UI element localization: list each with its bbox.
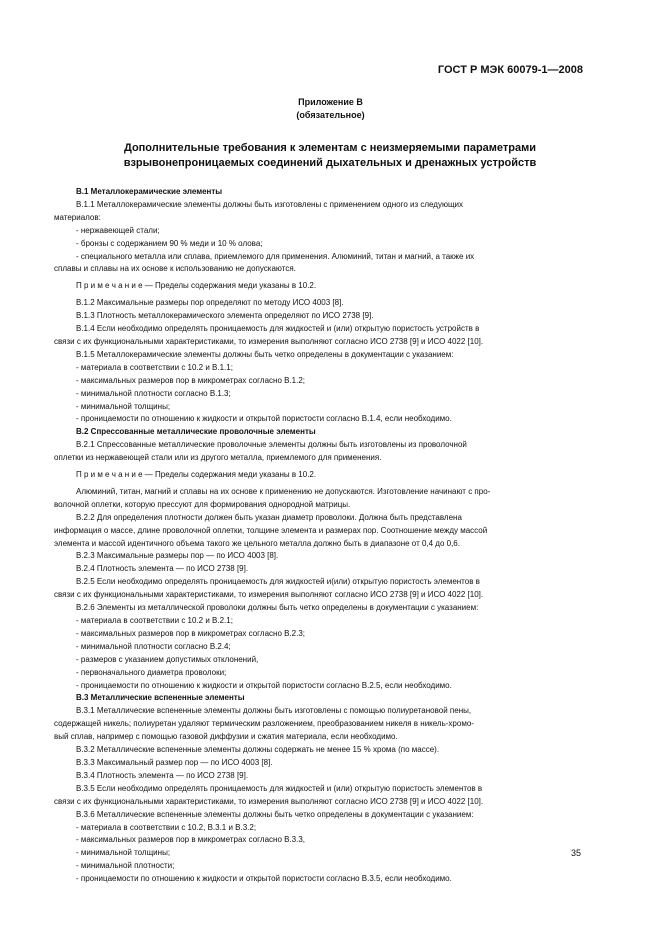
paragraph: связи с их функциональными характеристиками, то измерения выполняют согласно ИСО 2738 [9] и ИСО 4022 [10]. (54, 336, 484, 346)
paragraph: В.2.1 Спрессованные металлические проволочные элементы должны быть изготовлены из проволочной (76, 440, 467, 450)
list-item: - минимальной плотности согласно В.2.4; (76, 641, 231, 651)
paragraph: материалов: (54, 212, 101, 222)
title-line-1: Дополнительные требования к элементам с неизмеряемыми параметрами (123, 142, 537, 154)
paragraph: В.2.5 Если необходимо определять проницаемость для жидкостей и(или) открытую пористость элементов в (76, 577, 480, 587)
document-body (54, 186, 584, 886)
section-heading: В.3 Металлические вспененные элементы (76, 693, 245, 703)
paragraph: В.1.2 Максимальные размеры пор определяют по методу ИСО 4003 [8]. (76, 298, 344, 308)
list-item: - проницаемости по отношению к жидкости и открытой пористости согласно В.3.5, если необходимо. (76, 874, 452, 884)
paragraph: В.3.2 Металлические вспененные элементы должны содержать не менее 15 % хрома (по массе). (76, 745, 440, 755)
list-item: - материала в соответствии с 10.2 и В.2.1; (76, 616, 233, 625)
paragraph: оплетки из нержавеющей стали или из другого металла, приемлемого для применения. (54, 453, 382, 463)
paragraph: В.1.5 Металлокерамические элементы должны быть четко определены в документации с указанием: (76, 349, 454, 359)
paragraph: В.3.3 Максимальный размер пор — по ИСО 4003 [8]. (76, 757, 273, 767)
list-item: - бронзы с содержанием 90 % меди и 10 % олова; (76, 238, 263, 248)
paragraph: содержащей никель; полиуретан удаляют термическим разложением, преобразованием никеля в никель-хромо- (54, 719, 474, 729)
list-item: - проницаемости по отношению к жидкости и открытой пористости согласно В.2.5, если необходимо. (76, 680, 452, 690)
paragraph: В.1.3 Плотность металлокерамического элемента определяют по ИСО 2738 [9]. (76, 311, 374, 321)
title-line-2: взрывонепроницаемых соединений дыхательных и дренажных устройств (123, 157, 537, 169)
annex-status: (обязательное) (296, 110, 365, 120)
list-item: - минимальной толщины; (76, 401, 171, 411)
page-number: 35 (570, 848, 581, 858)
list-item: - максимальных размеров пор в микрометрах согласно В.2.3; (76, 628, 306, 638)
paragraph: В.3.6 Металлические вспененные элементы должны быть четко определены в документации с указанием: (76, 809, 474, 819)
note: П р и м е ч а н и е — Пределы содержания меди указаны в 10.2. (76, 470, 317, 480)
paragraph: элемента и массой идентичного объема такого же цельного металла должно быть в диапазоне от 0,4 до 0,6. (54, 538, 460, 548)
list-item: - максимальных размеров пор в микрометрах согласно В.3.3, (76, 835, 306, 845)
list-item: - максимальных размеров пор в микрометрах согласно В.1.2; (76, 375, 306, 385)
section-heading: В.1 Металлокерамические элементы (76, 187, 223, 196)
list-item: - нержавеющей стали; (76, 225, 160, 235)
paragraph: В.1.1 Металлокерамические элементы должны быть изготовлены с применением одного из следующих (76, 199, 464, 209)
section-heading: В.2 Спрессованные металлические проволочные элементы (76, 427, 316, 437)
list-item-continued: сплавы и сплавы на их основе к использованию не допускаются. (54, 264, 296, 274)
paragraph: В.3.5 Если необходимо определять проницаемость для жидкостей и (или) открытую пористость элементов в (76, 783, 483, 793)
paragraph: волочной оплетки, которую прессуют для формирования однородной матрицы. (54, 499, 351, 509)
paragraph: В.1.4 Если необходимо определять проницаемость для жидкостей и (или) открытую пористость устройств в (76, 324, 480, 334)
paragraph: В.2.6 Элементы из металлической проволоки должны быть четко определены в документации с указанием: (76, 603, 479, 613)
list-item: - размеров с указанием допустимых отклонений, (76, 654, 259, 664)
paragraph: вый сплав, например с помощью газовой диффузии и сжатия материала, если необходимо. (54, 732, 398, 742)
paragraph: В.2.3 Максимальные размеры пор — по ИСО 4003 [8]. (76, 551, 279, 561)
annex-label: Приложение В (298, 97, 363, 107)
paragraph: связи с их функциональными характеристиками, то измерения выполняют согласно ИСО 2738 [9] и ИСО 4022 [10]. (54, 796, 484, 806)
list-item: - материала в соответствии с 10.2, В.3.1 и В.3.2; (76, 822, 257, 832)
annex-heading (0, 96, 661, 122)
paragraph: Алюминий, титан, магний и сплавы на их основе к применению не допускаются. Изготовление начинают с про- (76, 486, 491, 496)
list-item: - минимальной плотности согласно В.1.3; (76, 388, 231, 398)
paragraph: В.3.4 Плотность элемента — по ИСО 2738 [9]. (76, 770, 249, 780)
paragraph: связи с их функциональными характеристиками, то измерения выполняют согласно ИСО 2738 [9] и ИСО 4022 [10]. (54, 590, 484, 600)
paragraph: В.3.1 Металлические вспененные элементы должны быть изготовлены с помощью полиуретановой пены, (76, 706, 472, 716)
paragraph: информация о массе, длине проволочной оплетки, толщине элемента и размерах пор. Соотношение между массой (54, 525, 488, 535)
paragraph: В.2.2 Для определения плотности должен быть указан диаметр проволоки. Должна быть представлена (76, 512, 462, 522)
list-item: - специального металла или сплава, приемлемого для применения. Алюминий, титан и магний, а также их (76, 251, 475, 261)
document-title (60, 141, 600, 171)
list-item: - проницаемости по отношению к жидкости и открытой пористости согласно В.1.4, если необходимо. (76, 414, 452, 424)
note: П р и м е ч а н и е — Пределы содержания меди указаны в 10.2. (76, 281, 317, 291)
paragraph: В.2.4 Плотность элемента — по ИСО 2738 [9]. (76, 564, 249, 574)
list-item: - минимальной плотности; (76, 861, 175, 871)
standard-header: ГОСТ Р МЭК 60079-1—2008 (437, 64, 583, 76)
list-item: - первоначального диаметра проволоки; (76, 667, 227, 677)
list-item: - материала в соответствии с 10.2 и В.1.1; (76, 362, 233, 372)
list-item: - минимальной толщины; (76, 848, 171, 858)
